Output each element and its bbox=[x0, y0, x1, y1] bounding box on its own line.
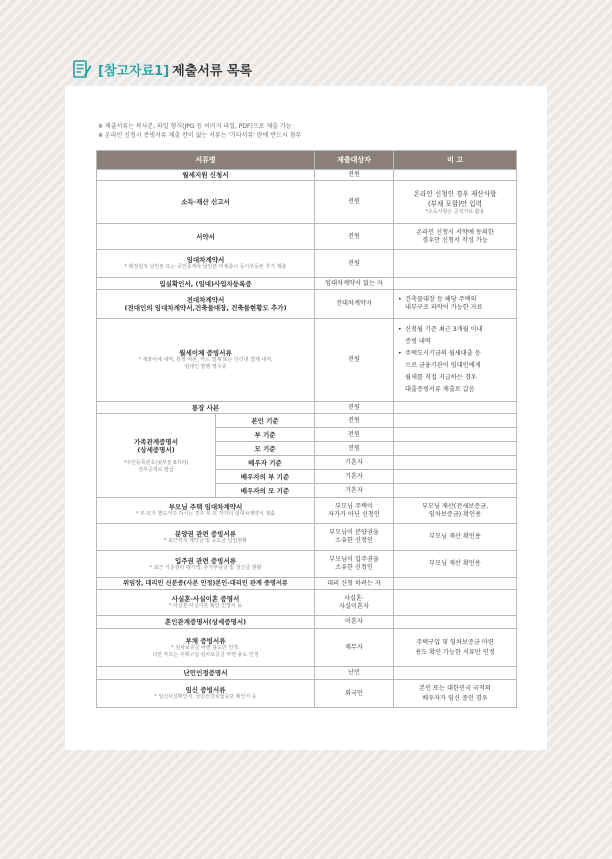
col-header-target: 제출대상자 bbox=[315, 151, 394, 170]
doc-title: 임신 증빙서류 bbox=[185, 686, 226, 694]
doc-title: 사실혼·사실이혼 증명서 bbox=[171, 595, 240, 603]
doc-target: 전원 bbox=[315, 250, 394, 278]
doc-remark bbox=[394, 290, 517, 319]
remark-line: 주택도시기금의 월세대출 등 bbox=[405, 350, 481, 357]
doc-remark bbox=[394, 456, 517, 470]
doc-name bbox=[97, 680, 315, 708]
doc-target: 대리 신청 하려는 자 bbox=[315, 578, 394, 590]
family-basis: 배우자의 모 기준 bbox=[216, 484, 315, 498]
note-line: ※ 온라인 신청시 증빙서류 제출 칸이 없는 서류는 '기타서류' 란에 반드시 첨부 bbox=[98, 132, 302, 139]
doc-name: 위임장, 대리인 신분증(사본 인정)본인-대리인 관계 증명서류 bbox=[97, 578, 315, 590]
doc-target: 전원 bbox=[315, 442, 394, 456]
doc-note: * 사실혼·사실이혼 확인 인정서 등 bbox=[168, 603, 243, 609]
section-header bbox=[72, 58, 252, 80]
table-row bbox=[97, 590, 517, 616]
doc-title: 임대차계약서 bbox=[186, 256, 225, 264]
table-row bbox=[97, 680, 517, 708]
doc-note: * 임차보증금 마련 용도만 인정, bbox=[171, 644, 240, 651]
doc-target: 난민 bbox=[315, 667, 394, 680]
doc-remark bbox=[394, 616, 517, 629]
doc-title: 부모님 주택 임대차계약서 bbox=[168, 503, 243, 511]
doc-name: 입실확인서, (임대)사업자등록증 bbox=[97, 278, 315, 290]
doc-remark: 부모님 재산 확인용 bbox=[394, 524, 517, 551]
doc-target: 기혼자 bbox=[315, 470, 394, 484]
remark-line: 건축물대장 등 해당 주택의 bbox=[405, 296, 477, 303]
doc-title: (전대인의 임대차계약서,건축물대장, 건축물현황도 추가) bbox=[124, 304, 287, 312]
doc-target: 전원 bbox=[315, 402, 394, 414]
doc-target: 전원 bbox=[315, 428, 394, 442]
doc-title: 부채 증빙서류 bbox=[185, 636, 226, 645]
table-row bbox=[97, 524, 517, 551]
doc-target: 채무자 bbox=[315, 629, 394, 667]
doc-name bbox=[97, 498, 315, 524]
table-row bbox=[97, 170, 517, 181]
table-row bbox=[97, 319, 517, 402]
col-header-remark: 비 고 bbox=[394, 151, 517, 170]
doc-remark bbox=[394, 680, 517, 708]
doc-note: * 최근까지 계약금 및 중도금 납입현황 bbox=[164, 537, 247, 544]
section-title: 제출서류 목록 bbox=[172, 63, 253, 79]
doc-target bbox=[315, 551, 394, 578]
remark-line: 신청월 기준 최근 3개월 이내 bbox=[405, 326, 483, 333]
table-row bbox=[97, 224, 517, 250]
document-edit-icon bbox=[72, 59, 92, 79]
remark-line: 경우만 신청서 작성 가능 bbox=[422, 236, 488, 244]
doc-target bbox=[315, 590, 394, 616]
doc-target: 전원 bbox=[315, 319, 394, 402]
doc-remark bbox=[394, 402, 517, 414]
table-row bbox=[97, 181, 517, 224]
doc-remark bbox=[394, 319, 517, 402]
doc-remark bbox=[394, 484, 517, 498]
table-row bbox=[97, 551, 517, 578]
remark-line: 온라인 신청인 경우 재산사항 bbox=[413, 189, 497, 198]
table-row bbox=[97, 414, 517, 428]
remark-line: 월세를 직접 지급하는 경우 bbox=[405, 374, 477, 381]
doc-target bbox=[315, 498, 394, 524]
doc-note: 전부공개로 발급 bbox=[138, 466, 174, 473]
doc-note: * 부·모가 별도거주 하시는 경우 부·모 각각의 임대차계약서 제출 bbox=[135, 511, 276, 517]
doc-target: 임대차계약서 없는 자 bbox=[315, 278, 394, 290]
section-tag: [참고자료1] bbox=[98, 63, 170, 79]
doc-remark bbox=[394, 498, 517, 524]
doc-name bbox=[97, 590, 315, 616]
doc-note: *주민등록번호(뒷부분 6자리) bbox=[123, 459, 189, 466]
doc-target: 기혼자 bbox=[315, 456, 394, 470]
doc-name: 혼인관계증명서(상세증명서) bbox=[97, 616, 315, 629]
doc-note: * 계좌이체 내역, 통장 사본, 카드 결제 또는 인터넷 결제 내역, bbox=[138, 357, 273, 363]
doc-name bbox=[97, 414, 216, 498]
doc-remark bbox=[394, 667, 517, 680]
doc-target: 전원 bbox=[315, 224, 394, 250]
doc-note: 임대인 발행 영수증 bbox=[184, 364, 227, 370]
remark-note: *소득사항은 공적자료 활용 bbox=[425, 208, 485, 215]
doc-name bbox=[97, 524, 315, 551]
remark-line: 증빙 내역 bbox=[405, 338, 431, 345]
remark-line: 내부구조 파악이 가능한 자료 bbox=[405, 304, 483, 311]
doc-note: * 확정일자 날인본 또는 공인중개사 날인본 미제출시 등기부등본 추가 제출 bbox=[124, 264, 287, 270]
doc-remark bbox=[394, 629, 517, 667]
doc-remark bbox=[394, 590, 517, 616]
family-basis: 모 기준 bbox=[216, 442, 315, 456]
remark-line: 주택구입 및 임차보증금 마련 bbox=[416, 638, 494, 646]
target-line: 소유한 신청인 bbox=[335, 537, 373, 544]
table-row bbox=[97, 402, 517, 414]
doc-target: 외국인 bbox=[315, 680, 394, 708]
doc-target: 전원 bbox=[315, 181, 394, 224]
doc-title: 가족관계증명서 bbox=[134, 437, 178, 446]
doc-name: 소득·재산 신고서 bbox=[97, 181, 315, 224]
doc-target: 전원 bbox=[315, 170, 394, 181]
doc-name bbox=[97, 319, 315, 402]
doc-remark bbox=[394, 224, 517, 250]
table-row bbox=[97, 290, 517, 319]
table-row bbox=[97, 250, 517, 278]
doc-remark bbox=[394, 578, 517, 590]
documents-table bbox=[96, 150, 517, 708]
table-row bbox=[97, 616, 517, 629]
doc-target bbox=[315, 524, 394, 551]
doc-note: * 임신사실확인서, 국민건강보험공단 확인서 등 bbox=[154, 694, 257, 700]
target-line: 부모님이 분양권을 bbox=[329, 529, 379, 536]
doc-target: 전원 bbox=[315, 414, 394, 428]
family-basis: 배우자 기준 bbox=[216, 456, 315, 470]
doc-name bbox=[97, 629, 315, 667]
doc-name bbox=[97, 551, 315, 578]
target-line: 자가가 아닌 신청인 bbox=[328, 510, 380, 518]
table-row bbox=[97, 278, 517, 290]
doc-name: 월세지원 신청서 bbox=[97, 170, 315, 181]
doc-target: 이혼자 bbox=[315, 616, 394, 629]
remark-line: 용도 확인 가능한 서류만 인정 bbox=[415, 648, 495, 656]
doc-remark bbox=[394, 470, 517, 484]
remark-line: 대출증빙서류 제출로 갈음 bbox=[405, 386, 475, 393]
doc-note: 다만 부모는 주택구입·임차보증금 마련 용도 인정 bbox=[152, 651, 259, 658]
target-line: 사실이혼자 bbox=[339, 602, 369, 610]
doc-title: 전대차계약서 bbox=[186, 296, 225, 304]
table-row bbox=[97, 629, 517, 667]
table-row bbox=[97, 498, 517, 524]
doc-name: 서약서 bbox=[97, 224, 315, 250]
doc-name: 통장 사본 bbox=[97, 402, 315, 414]
remark-line: 배우자가 임신 중인 경우 bbox=[422, 694, 488, 702]
table-row bbox=[97, 578, 517, 590]
doc-title: (상세증명서) bbox=[137, 445, 175, 454]
doc-remark bbox=[394, 278, 517, 290]
family-basis: 본인 기준 bbox=[216, 414, 315, 428]
note-line: ※ 제출서류는 복사본, 파일 형식(JPG 등 이미지 파일, PDF)으로 제출 가능 bbox=[98, 123, 292, 130]
remark-line: (부채 포함)만 입력 bbox=[428, 199, 482, 208]
target-line: 부모님이 입주권을 bbox=[329, 556, 379, 563]
doc-title: 월세이체 증빙서류 bbox=[179, 349, 232, 357]
doc-title: 분양권 관련 증빙서류 bbox=[174, 529, 237, 538]
doc-name bbox=[97, 250, 315, 278]
doc-remark bbox=[394, 442, 517, 456]
target-line: 부모님 주택이 bbox=[335, 502, 373, 510]
remark-line: 부모님 재산(전세보증금, bbox=[421, 502, 489, 510]
doc-remark bbox=[394, 181, 517, 224]
target-line: 소유한 신청인 bbox=[335, 564, 373, 571]
notes bbox=[98, 122, 301, 140]
remark-line: 본인 또는 대한민국 국적의 bbox=[419, 684, 491, 692]
family-basis: 부 기준 bbox=[216, 428, 315, 442]
remark-line: 으로 금융기관이 임대인에게 bbox=[405, 362, 481, 369]
doc-remark: 부모님 재산 확인용 bbox=[394, 551, 517, 578]
doc-name: 난민인정증명서 bbox=[97, 667, 315, 680]
remark-line: 임차보증금) 확인용 bbox=[428, 510, 482, 518]
doc-target: 전대차계약자 bbox=[315, 290, 394, 319]
doc-target: 기혼자 bbox=[315, 484, 394, 498]
table-header-row bbox=[97, 151, 517, 170]
doc-title: 입주권 관련 증빙서류 bbox=[174, 556, 237, 565]
doc-name bbox=[97, 290, 315, 319]
doc-note: * 최근 기준권리 평가액, 추가부담금 및 청산금 현황 bbox=[149, 564, 262, 571]
doc-remark bbox=[394, 414, 517, 428]
doc-remark bbox=[394, 170, 517, 181]
target-line: 사실혼· bbox=[344, 594, 364, 602]
remark-line: 온라인 신청시 서약에 동의한 bbox=[416, 228, 494, 236]
doc-remark bbox=[394, 250, 517, 278]
col-header-name: 서류명 bbox=[97, 151, 315, 170]
table-row bbox=[97, 667, 517, 680]
family-basis: 배우자의 부 기준 bbox=[216, 470, 315, 484]
doc-remark bbox=[394, 428, 517, 442]
